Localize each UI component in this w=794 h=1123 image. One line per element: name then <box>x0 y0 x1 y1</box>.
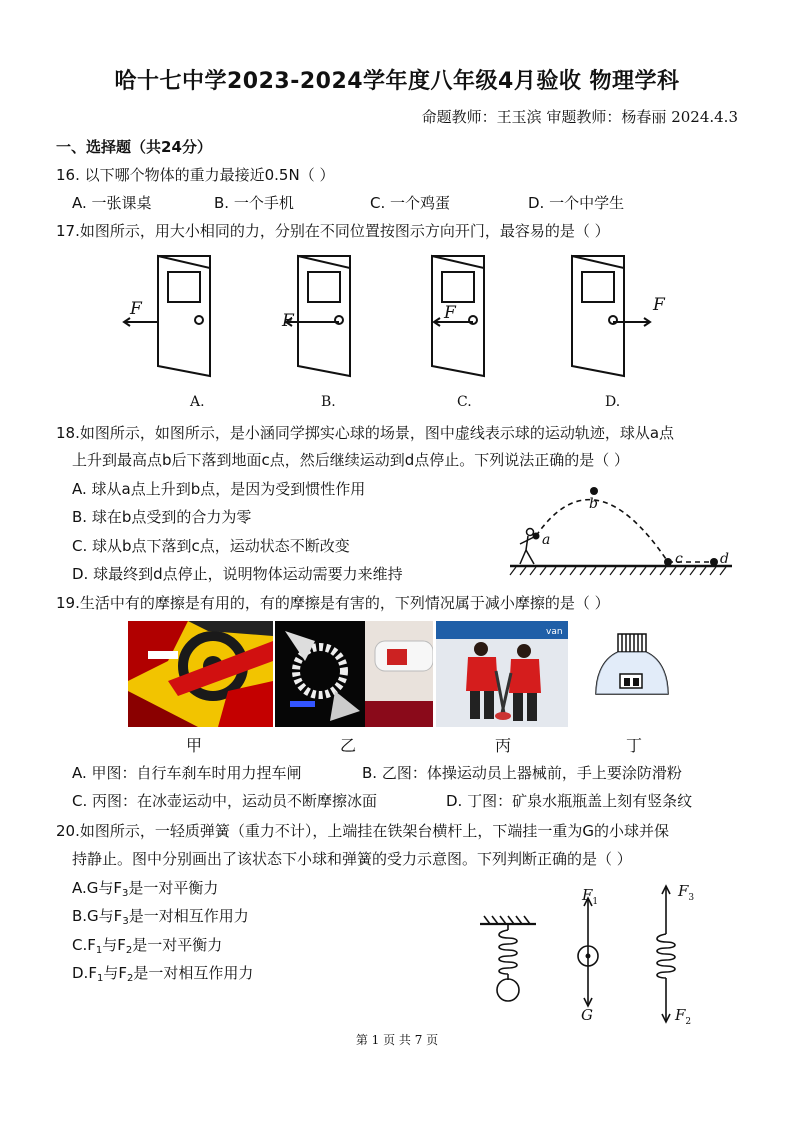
q17-label-c: C. <box>457 394 472 410</box>
door-b <box>286 256 350 376</box>
photo-bike-brake <box>128 621 273 727</box>
bottle-cap-figure <box>592 630 672 708</box>
label-f3: $F_3$ <box>678 882 695 903</box>
spring-force-figure <box>470 878 710 1028</box>
q18-option-d: D. 球最终到d点停止，说明物体运动需要力来维持 <box>72 565 403 583</box>
q19-option-b: B. 乙图：体操运动员上器械前，手上要涂防滑粉 <box>362 764 682 782</box>
q19-option-a: A. 甲图：自行车刹车时用力捏车闸 <box>72 764 302 782</box>
force-label-c: F <box>444 303 456 323</box>
label-f1: $F_1$ <box>582 886 599 907</box>
section-title: 一、选择题（共24分） <box>56 138 212 156</box>
point-a <box>533 533 540 540</box>
photo-banner-text: van <box>546 627 563 637</box>
q17-label-b: B. <box>321 394 336 410</box>
q18-option-a: A. 球从a点上升到b点，是因为受到惯性作用 <box>72 480 366 498</box>
label-c: c <box>675 551 683 567</box>
q16-option-a: A. 一张课桌 <box>72 194 152 212</box>
door-figures <box>110 248 690 388</box>
force-label-b: F <box>282 311 294 331</box>
caption-yi: 乙 <box>340 736 357 755</box>
point-b <box>590 487 598 495</box>
q16-stem: 16. 以下哪个物体的重力最接近0.5N（ ） <box>56 166 335 184</box>
q20-stem-line1: 20.如图所示，一轻质弹簧（重力不计），上端挂在铁架台横杆上，下端挂一重为G的小球并保 <box>56 822 669 840</box>
q20-option-d: $D.F_1$与$F_2$是一对相互作用力 <box>72 964 254 984</box>
q16-option-b: B. 一个手机 <box>214 194 294 212</box>
label-a: a <box>542 532 551 548</box>
point-c <box>664 558 672 566</box>
label-g: G <box>581 1006 593 1024</box>
q20-stem-line2: 持静止。图中分别画出了该状态下小球和弹簧的受力示意图。下列判断正确的是（ ） <box>72 850 632 868</box>
force-label-d: F <box>653 295 665 315</box>
caption-jia: 甲 <box>186 736 203 755</box>
q19-stem: 19.生活中有的摩擦是有用的，有的摩擦是有害的，下列情况属于减小摩擦的是（ ） <box>56 594 610 612</box>
force-label-a: F <box>130 299 142 319</box>
page-footer: 第 1 页 共 7 页 <box>355 1033 439 1047</box>
page-title: 哈十七中学2023-2024学年度八年级4月验收 物理学科 <box>114 69 680 94</box>
authors-line: 命题教师：王玉滨 审题教师：杨春丽 2024.4.3 <box>421 108 738 126</box>
q17-label-a: A. <box>190 394 205 410</box>
q20-option-b: B.G与$F_3$是一对相互作用力 <box>72 907 249 927</box>
q18-option-c: C. 球从b点下落到c点，运动状态不断改变 <box>72 537 350 555</box>
door-d <box>572 256 650 376</box>
q19-option-c: C. 丙图：在冰壶运动中，运动员不断摩擦冰面 <box>72 792 378 810</box>
q17-label-d: D. <box>605 394 621 410</box>
door-c <box>432 256 484 376</box>
q20-option-a: A.G与$F_3$是一对平衡力 <box>72 879 219 899</box>
q18-option-b: B. 球在b点受到的合力为零 <box>72 508 252 526</box>
q19-option-d: D. 丁图：矿泉水瓶瓶盖上刻有竖条纹 <box>446 792 693 810</box>
point-d <box>710 558 718 566</box>
label-b: b <box>589 496 598 512</box>
label-f2: $F_2$ <box>675 1006 692 1027</box>
q16-option-c: C. 一个鸡蛋 <box>370 194 451 212</box>
photo-gymnast-chalk <box>275 621 433 727</box>
q18-stem-line1: 18.如图所示，如图所示，是小涵同学掷实心球的场景，图中虚线表示球的运动轨迹，球从a点 <box>56 424 675 442</box>
caption-ding: 丁 <box>626 736 643 755</box>
caption-bing: 丙 <box>495 736 512 755</box>
q17-stem: 17.如图所示，用大小相同的力，分别在不同位置按图示方向开门，最容易的是（ ） <box>56 222 610 240</box>
label-d: d <box>720 551 729 567</box>
q16-option-d: D. 一个中学生 <box>528 194 625 212</box>
q20-option-c: $C.F_1$与$F_2$是一对平衡力 <box>72 936 223 956</box>
q18-stem-line2: 上升到最高点b后下落到地面c点，然后继续运动到d点停止。下列说法正确的是（ ） <box>72 451 630 469</box>
throw-trajectory-figure <box>506 478 742 578</box>
photo-curling <box>436 621 568 727</box>
